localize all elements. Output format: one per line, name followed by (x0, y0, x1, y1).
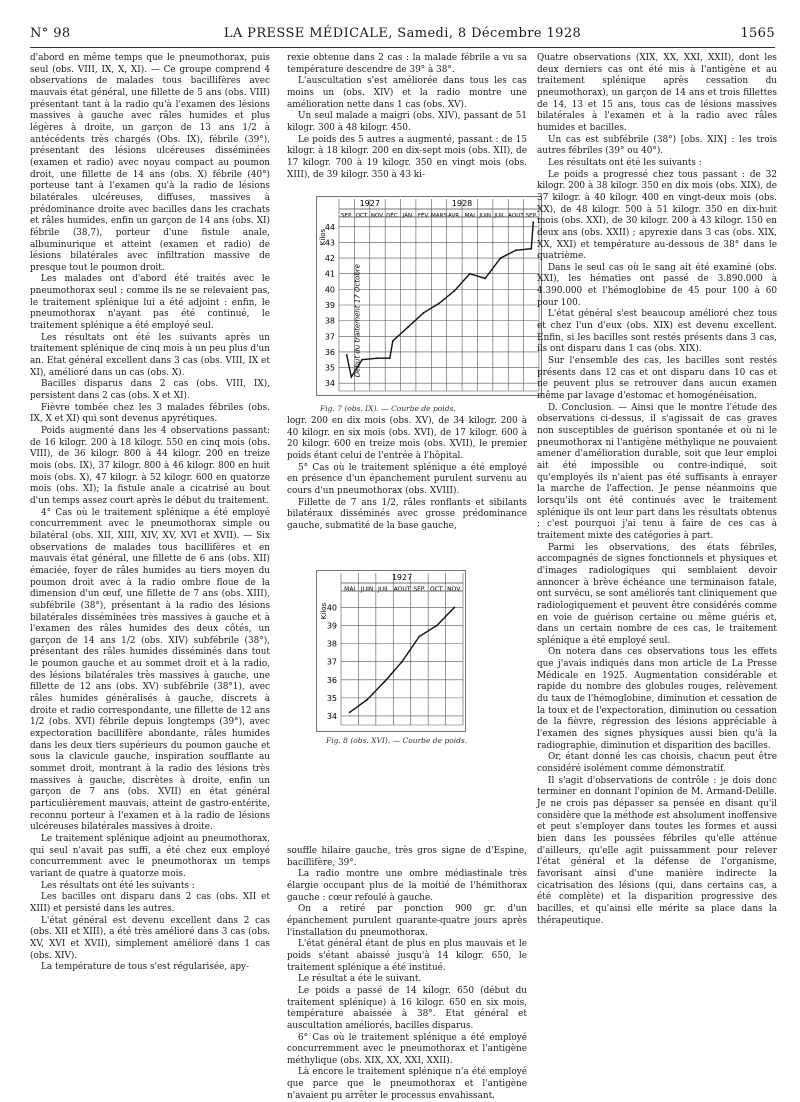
data-point (377, 357, 379, 359)
weight-curve-chart-obs-IX (317, 197, 543, 397)
x-tick-label: NOV. (370, 213, 385, 219)
data-point (392, 340, 394, 342)
y-tick-label: 41 (324, 269, 335, 279)
data-point (469, 273, 471, 275)
y-axis-label: Kilos (320, 602, 328, 620)
y-tick-label: 44 (324, 222, 335, 232)
column-2-bottom (287, 846, 527, 1102)
x-tick-label: MAI (464, 213, 475, 219)
x-tick-label: MAI (344, 586, 356, 593)
paragraph: D. Conclusion. — Ainsi que le montre l'étude des observations ci-dessus, il s'agissait de cas graves non susceptibles de guérison spontanée et où ni le pneumothorax ni l'antigène méthylique ne pouvaient amener d'amélioration durable, soit que leur emploi ait été impossible ou contre-indiqué, soit qu'employés ils n'aient pas été suffisants à enrayer la marche de l'affection. Je pense néanmoins que lorsqu'ils ont été continués avec le traitement splénique ils ont leur part dans les résultats obtenus ; c'est pourquoi j'ai tenu à faire de ces cas à traitement mixte des catégories à part. (537, 402, 777, 541)
column-2-middle (287, 416, 527, 533)
year-label: 1927 (359, 199, 380, 208)
x-tick-label: SEP. (413, 586, 426, 593)
data-point (407, 326, 409, 328)
y-tick-label: 36 (326, 675, 337, 685)
paragraph: On notera dans ces observations tous les effets que j'avais indiqués dans mon article de La Presse Médicale en 1925. Augmentation considérable et rapide du nombre des globules rouges, relèvement du taux de l'hémoglobine, diminution et cessation de la toux et de l'expectoration, diminution ou cessation de la fièvre, régression des lésions appréciable à l'examen des signes physiques aussi bien qu'à la radiographie, diminution et disparition des bacilles. (537, 647, 777, 751)
x-tick-label: NOV. (447, 586, 462, 593)
figure-7-caption: Fig. 7 (obs. IX). — Courbe de poids. (320, 404, 456, 413)
paragraph: Les malades ont d'abord été traités avec le pneumothorax seul : comme ils ne se relevaient pas, le traitement splénique lui a été adjoint : enfin, le pneumothorax n'ayant pas été continué, le traitement splénique a été employé seul. (30, 274, 270, 332)
paragraph: Là encore le traitement splénique n'a été employé que parce que le pneumothorax et l'antigène n'avaient pu arrêter le processus envahissant. (287, 1067, 527, 1101)
paragraph: L'état général étant de plus en plus mauvais et le poids s'étant abaissé jusqu'à 14 kilogr. 650, le traitement splénique a été institué. (287, 939, 527, 973)
y-tick-label: 40 (324, 285, 335, 295)
data-point (419, 636, 421, 638)
data-point (389, 357, 391, 359)
data-point (346, 354, 348, 356)
data-point (453, 607, 455, 609)
paragraph: Fièvre tombée chez les 3 malades fébriles (obs. IX, X et XI) qui sont devenus apyrétiques. (30, 402, 270, 425)
column-2-top (287, 53, 527, 193)
x-tick-label: SEP. (525, 213, 537, 219)
y-tick-label: 35 (326, 693, 337, 703)
paragraph: Le poids a passé de 14 kilogr. 650 (début du traitement splénique) à 16 kilogr. 650 en six mois, température abaissée à 38°. Etat général et auscultation améliorés, bacilles disparus. (287, 985, 527, 1031)
data-point (500, 257, 502, 259)
x-tick-label: DÉC. (386, 213, 400, 219)
data-point (438, 303, 440, 305)
x-tick-label: OCT. (429, 586, 444, 593)
year-label: 1928 (451, 199, 473, 208)
paragraph: Le résultat a été le suivant. (298, 974, 422, 985)
paragraph: Le traitement splénique adjoint au pneumothorax, qui seul n'avait pas suffi, a été chez eux employé concurremment avec le pneumothorax un temps variant de quatre à quatorze mois. (30, 833, 270, 879)
y-axis-label: Kilos (319, 228, 327, 246)
y-tick-label: 36 (324, 347, 335, 357)
weight-series-line (350, 608, 455, 713)
weight-curve-chart-obs-XVI (317, 571, 467, 733)
paragraph: Fillette de 7 ans 1/2, râles ronflants et sibilants bilatéraux disséminés avec grosse prédominance gauche, submatité de la base gauche, (287, 497, 527, 531)
paragraph: Un seul malade a maigri (obs. XIV), passant de 51 kilogr. 300 à 48 kilogr. 450. (287, 111, 527, 133)
data-point (361, 359, 363, 361)
data-point (436, 625, 438, 627)
paragraph: 5° Cas où le traitement splénique a été employé en présence d'un épanchement purulent survenu au cours d'un pneumothorax (obs. XVIII). (287, 462, 527, 496)
data-point (532, 221, 534, 223)
paragraph: Sur l'ensemble des cas, les bacilles sont restés présents dans 12 cas et ont disparu dans 10 cas et ne peuvent plus se retrouver dans aucun examen même par lavage d'estomac et homogénéisation. (537, 356, 777, 402)
paragraph: Poids augmenté dans les 4 observations passant: de 16 kilogr. 200 à 18 kilogr. 550 en cinq mois (obs. VIII), de 36 kilogr. 800 à 44 kilogr. 200 en treize mois (obs. IX), 37 kilogr. 800 à 46 kilogr. 800 en huit mois (obs. X), 47 kilogr. à 52 kilogr. 600 en quatorze mois (obs. XI); la fistule anale a cicatrisé au bout d'un temps assez court après le début du traitement. (30, 426, 270, 506)
paragraph: L'état général s'est beaucoup amélioré chez tous et chez l'un d'eux (obs. XIX) est devenu excellent. Enfin, si les bacilles sont restés présents dans 3 cas, ils ont disparu dans 1 cas (obs. XIX). (537, 309, 777, 355)
paragraph: Un cas est subfébrile (38°) [obs. XIX] : les trois autres fébriles (39° ou 40°). (537, 134, 777, 157)
data-point (349, 711, 351, 713)
y-tick-label: 38 (326, 639, 337, 649)
x-tick-label: JAN. (402, 213, 414, 219)
paragraph: Les résultats ont été les suivants : (548, 157, 702, 168)
figure-8-caption: Fig. 8 (obs. XVI). — Courbe de poids. (326, 736, 468, 745)
x-tick-label: JUIL. (494, 213, 507, 219)
paragraph: L'auscultation s'est améliorée dans tous les cas moins un (obs. XIV) et la radio montre une amélioration nette dans 1 cas (obs. XV). (287, 76, 527, 110)
page-number: 1565 (740, 26, 775, 41)
paragraph: Le poids des 5 autres a augmenté, passant : de 15 kilogr. à 18 kilogr. 200 en dix-sept mois (obs. XII), de 17 kilogr. 700 à 19 kilogr. 350 en vingt mois (obs. XIII), de 39 kilogr. 350 à 43 ki- (287, 134, 527, 180)
x-tick-label: OCT. (355, 213, 369, 219)
y-tick-label: 40 (326, 603, 337, 613)
data-point (350, 376, 352, 378)
paragraph: Or, étant donné les cas choisis, chacun peut être considéré isolément comme démonstratif. (537, 752, 777, 775)
x-tick-label: JUIL. (377, 586, 392, 593)
y-tick-label: 39 (324, 301, 335, 310)
y-tick-label: 39 (326, 621, 337, 631)
column-1 (30, 53, 270, 974)
x-tick-label: FÉV. (417, 213, 430, 219)
paragraph: Les résultats ont été les suivants : (41, 880, 195, 891)
y-tick-label: 34 (324, 379, 335, 389)
paragraph: Parmi les observations, des états fébriles, accompagnés de signes fonctionnels et physiques et d'images radiologiques qui semblaient devoir annoncer à brève échéance une terminaison fatale, ont survécu, se sont améliorés tant cliniquement que radiologiquement et peuvent être considérés comme en voie de guérison certaine ou même guéris et, dans un certain nombre de ces cas, le traitement splénique a été employé seul. (537, 542, 777, 646)
paragraph: logr. 200 en dix mois (obs. XV), de 34 kilogr. 200 à 40 kilogr. en six mois (obs. XVI), de 17 kilogr. 600 à 20 kilogr. 600 en treize mois (obs. XVII), le premier poids étant celui de l'entrée à l'hôpital. (287, 416, 527, 461)
y-tick-label: 38 (324, 316, 335, 326)
paragraph: Bacilles disparus dans 2 cas (obs. VIII, IX), persistent dans 2 cas (obs. X et XI). (30, 379, 270, 402)
column-3 (537, 53, 777, 927)
paragraph: 6° Cas où le traitement splénique a été employé concurremment avec le pneumothorax et l'antigène méthylique (obs. XIX, XX, XXI, XXII). (287, 1032, 527, 1066)
data-point (530, 248, 532, 250)
weight-series-line (347, 222, 534, 377)
issue-number: N° 98 (30, 26, 71, 41)
paragraph: Les bacilles ont disparu dans 2 cas (obs. XII et XIII) et persisté dans les autres. (30, 892, 270, 914)
header-rule (30, 47, 775, 48)
paragraph: 4° Cas où le traitement splénique a été employé concurremment avec le pneumothorax simple ou bilatéral (obs. XII, XIII, XIV, XV, XVI et XVII). — Six observations de malades tous bacillifères et en mauvais état général, une fillette de 6 ans (obs. XII) émaciée, foyer de râles humides au tiers moyen du poumon droit avec à la radio ombre floue de la dimension d'un œuf, une fillette de 7 ans (obs. XIII), subfébrile (38°), présentant à la radio des lésions bilatérales disséminées très massives à gauche et à l'examen des râles humides des deux côtés, un garçon de 14 ans 1/2 (obs. XIV) subfébrile (38°), présentant des râles humides disséminés dans tout le poumon gauche et au sommet droit et à la radio, des lésions bilatérales très massives à gauche, une fillette de 12 ans (obs. XV) subfébrile (38°1), avec râles humides généralisés à gauche, discrets à droite et radio correspondante, une fillette de 12 ans 1/2 (obs. XVI) fébrile depuis longtemps (39°), avec expectoration bacillifère abondante, râles humides dans les deux tiers supérieurs du poumon gauche et sous la clavicule gauche, inspiration soufflante au sommet droit, montrant à la radio des lésions très massives à gauche, discrètes à droite, enfin un garçon de 7 ans (obs. XVII) en état général particulièrement mauvais, atteint de gastro-entérite, reconnu porteur à l'examen et à la radio de lésions ulcéreuses bilatérales massives à droite. (30, 507, 270, 833)
x-tick-label: AVR. (448, 213, 461, 219)
paragraph: Le poids a progressé chez tous passant : de 32 kilogr. 200 à 38 kilogr. 350 en dix mois (obs. XIX), de 37 kilogr. à 40 kilogr. 400 en vingt-deux mois (obs. XX), de 48 kilogr. 500 à 51 kilogr. 350 en dix-huit mois (obs. XXI), de 30 kilogr. 200 à 43 kilogr. 150 en deux ans (obs. XXII) ; apyrexie dans 3 cas (obs. XIX, XX, XXI) et température au-dessous de 38° dans le quatrième. (537, 169, 777, 262)
x-tick-label: AOUT (393, 586, 411, 593)
treatment-start-annotation: Début du traitement 17 Octobre (353, 264, 362, 378)
paragraph: On a retiré par ponction 900 gr. d'un épanchement purulent quarante-quatre jours après l'installation du pneumothorax. (287, 904, 527, 938)
paragraph: La radio montre une ombre médiastinale très élargie occupant plus de la moitié de l'hémithorax gauche : cœur refoulé à gauche. (287, 869, 527, 903)
paragraph: Les résultats ont été les suivants après un traitement splénique de cinq mois à un peu plus d'un an. Etat général excellent dans 3 cas (obs. VIII, IX et XI), amélioré dans un cas (obs. X). (30, 332, 270, 378)
paragraph: La température de tous s'est régularisée, apy- (41, 962, 250, 973)
chart-figure-8 (316, 570, 466, 732)
data-point (401, 661, 403, 663)
y-tick-label: 37 (326, 657, 337, 667)
page-header (30, 26, 775, 46)
data-point (484, 278, 486, 280)
year-label: 1927 (391, 573, 413, 582)
paragraph: d'abord en même temps que le pneumothorax, puis seul (obs. VIII, IX, X, XI). — Ce groupe comprend 4 observations de malades tous bacillifères avec mauvais état général, une fillette de 5 ans (obs. VIII) présentant tant à la radio qu'à l'examen des lésions massives à gauche avec râles humides et plus légères à droite, un garçon de 13 ans 1/2 à antécédents très chargés (Obs. IX), fébrile (39°), présentant des lésions ulcéreuses disséminées (examen et radio) avec noyau compact au poumon droit, une fillette de 14 ans (obs. X) fébrile (40°) porteuse tant à l'examen qu'à la radio de lésions bilatérales ulcéreuses, diffuses, massives à prédominance droite avec bacilles dans les crachats et râles humides, enfin un garçon de 14 ans (obs. XI) fébrile (38,7), porteur d'une fistule anale, albuminurique et atteint (examen et radio) de lésions bilatérales avec infiltration massive de presque tout le poumon droit. (30, 53, 270, 273)
journal-title: LA PRESSE MÉDICALE, Samedi, 8 Décembre 1928 (223, 26, 582, 41)
paragraph: rexie obtenue dans 2 cas : la malade fébrile a vu sa température descendre de 39° à 38°. (287, 53, 527, 75)
x-tick-label: JUIN (479, 213, 491, 219)
paragraph: souffle hilaire gauche, très gros signe de d'Espine, bacillifère, 39°. (287, 846, 527, 868)
y-tick-label: 42 (324, 254, 335, 264)
y-tick-label: 35 (324, 363, 335, 373)
data-point (366, 699, 368, 701)
paragraph: Dans le seul cas où le sang ait été examiné (obs. XXI), les hématies ont passé de 3.890.000 à 4.390.000 et l'hémoglobine de 45 pour 100 à 60 pour 100. (537, 262, 777, 308)
x-tick-label: MARS (430, 213, 448, 219)
y-tick-label: 37 (324, 332, 335, 342)
data-point (384, 681, 386, 683)
paragraph: L'état général est devenu excellent dans 2 cas (obs. XII et XIII), a été très amélioré dans 3 cas (obs. XV, XVI et XVII), simplement amélioré dans 1 cas (obs. XIV). (30, 915, 270, 961)
x-tick-label: SEP. (341, 213, 353, 219)
data-point (515, 249, 517, 251)
x-tick-label: JUIN (360, 586, 374, 593)
y-tick-label: 43 (324, 238, 335, 248)
x-tick-label: AOUT (508, 213, 524, 219)
data-point (423, 312, 425, 314)
paragraph: Quatre observations (XIX, XX, XXI, XXII), dont les deux derniers cas ont été mis à l'antigène et au traitement splénique après cessation du pneumothorax), un garçon de 14 ans et trois fillettes de 14, 13 et 15 ans, tous cas de lésions massives bilatérales à l'examen et à la radio avec râles humides et bacilles. (537, 53, 777, 133)
data-point (454, 290, 456, 292)
y-tick-label: 34 (326, 711, 337, 721)
chart-figure-7 (316, 196, 542, 396)
paragraph: Il s'agit d'observations de contrôle : je dois donc terminer en donnant l'opinion de M. Armand-Delille. Je ne crois pas dépasser sa pensée en disant qu'il considère que la méthode est absolument inoffensive et peut s'employer dans toutes les formes et aussi bien dans les poussées fébriles qu'elle atténue d'ailleurs, qu'elle agit puissamment pour relever l'état général et la défense de l'organisme, favorisant ainsi d'une manière indirecte la cicatrisation des lésions (qui, dans certains cas, a été complète) et la disparition progressive des bacilles, et qu'ainsi elle mérite sa place dans la thérapeutique. (537, 775, 777, 926)
